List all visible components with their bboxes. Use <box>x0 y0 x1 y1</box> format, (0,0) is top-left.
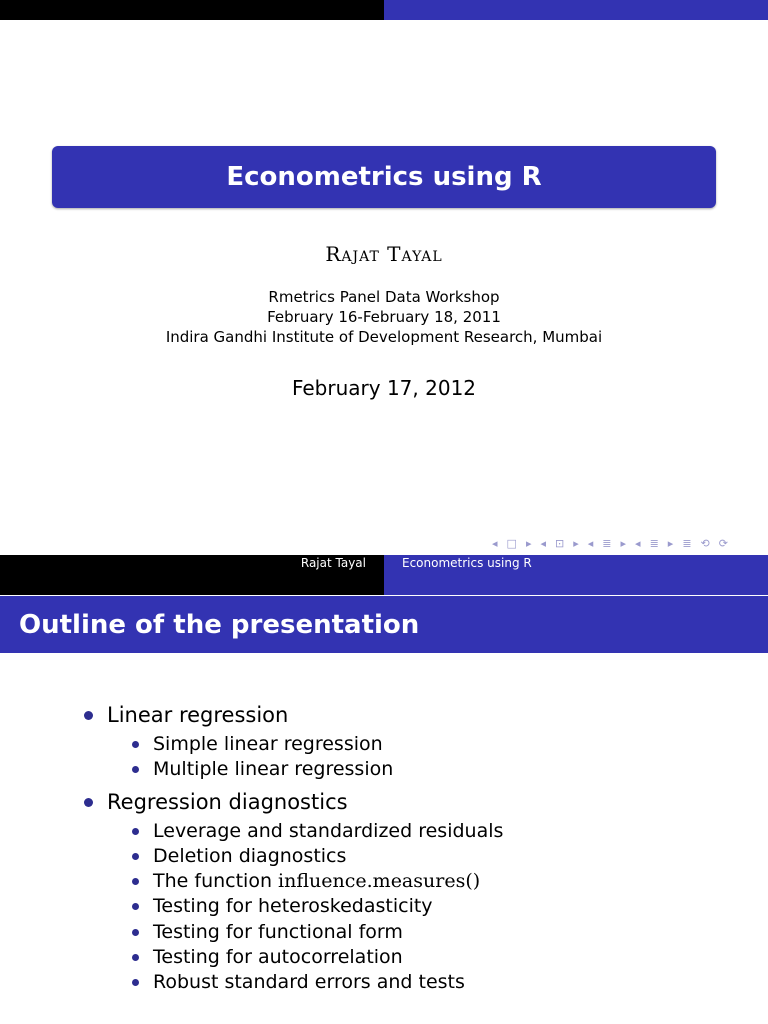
slide1-top-bar-right <box>384 0 768 20</box>
nav-section-icon[interactable]: ≣ <box>649 536 659 550</box>
institute-block <box>0 287 768 347</box>
workshop-name: Rmetrics Panel Data Workshop <box>268 288 500 306</box>
nav-next-icon[interactable]: ▸ <box>525 536 532 550</box>
header-title: Econometrics using R <box>402 556 532 570</box>
nav-section-icon[interactable]: ≣ <box>602 536 612 550</box>
beamer-navigation[interactable] <box>492 535 764 551</box>
nav-forward-icon[interactable]: ⟳ <box>718 536 728 550</box>
outline-subitem: Testing for functional form <box>107 920 768 945</box>
subitem-text: The function <box>153 870 272 893</box>
outline-subitem: Multiple linear regression <box>107 757 768 782</box>
outline-subitem <box>107 869 768 894</box>
nav-frame-icon[interactable]: □ <box>506 536 517 550</box>
nav-next-icon[interactable]: ▸ <box>667 536 674 550</box>
nav-document-icon[interactable]: ≣ <box>682 536 692 550</box>
outline-item-label: Regression diagnostics <box>107 789 348 814</box>
outline-subitem: Testing for autocorrelation <box>107 945 768 970</box>
function-name: influence.measures() <box>278 870 481 893</box>
outline-sublist <box>107 819 768 996</box>
author-name: Rajat Tayal <box>325 242 443 266</box>
presentation-title: Econometrics using R <box>226 162 542 192</box>
title-block <box>52 146 716 208</box>
slide1-top-bar-left <box>0 0 384 20</box>
outline-subitem: Leverage and standardized residuals <box>107 819 768 844</box>
nav-prev-icon[interactable]: ◂ <box>492 536 498 550</box>
presentation-date: February 17, 2012 <box>291 376 477 400</box>
outline-subitem: Simple linear regression <box>107 732 768 757</box>
outline-sublist <box>107 732 768 783</box>
institute-name: Indira Gandhi Institute of Development Research, Mumbai <box>165 328 603 346</box>
outline-subitem: Deletion diagnostics <box>107 844 768 869</box>
outline-subitem: Testing for heteroskedasticity <box>107 894 768 919</box>
workshop-dates: February 16-February 18, 2011 <box>267 308 501 326</box>
nav-subsection-icon[interactable]: ⊡ <box>555 536 565 550</box>
outline-item <box>0 787 768 996</box>
nav-prev-icon[interactable]: ◂ <box>635 536 641 550</box>
nav-prev-icon[interactable]: ◂ <box>540 536 546 550</box>
nav-back-icon[interactable]: ⟲ <box>700 536 710 550</box>
frame-title: Outline of the presentation <box>19 610 420 640</box>
nav-prev-icon[interactable]: ◂ <box>587 536 594 550</box>
outline-list <box>0 700 768 1000</box>
nav-next-icon[interactable]: ▸ <box>620 536 627 550</box>
outline-item <box>0 700 768 783</box>
outline-item-label: Linear regression <box>107 703 289 727</box>
outline-subitem: Robust standard errors and tests <box>107 970 768 995</box>
nav-next-icon[interactable]: ▸ <box>573 536 579 550</box>
header-author: Rajat Tayal <box>300 556 366 570</box>
